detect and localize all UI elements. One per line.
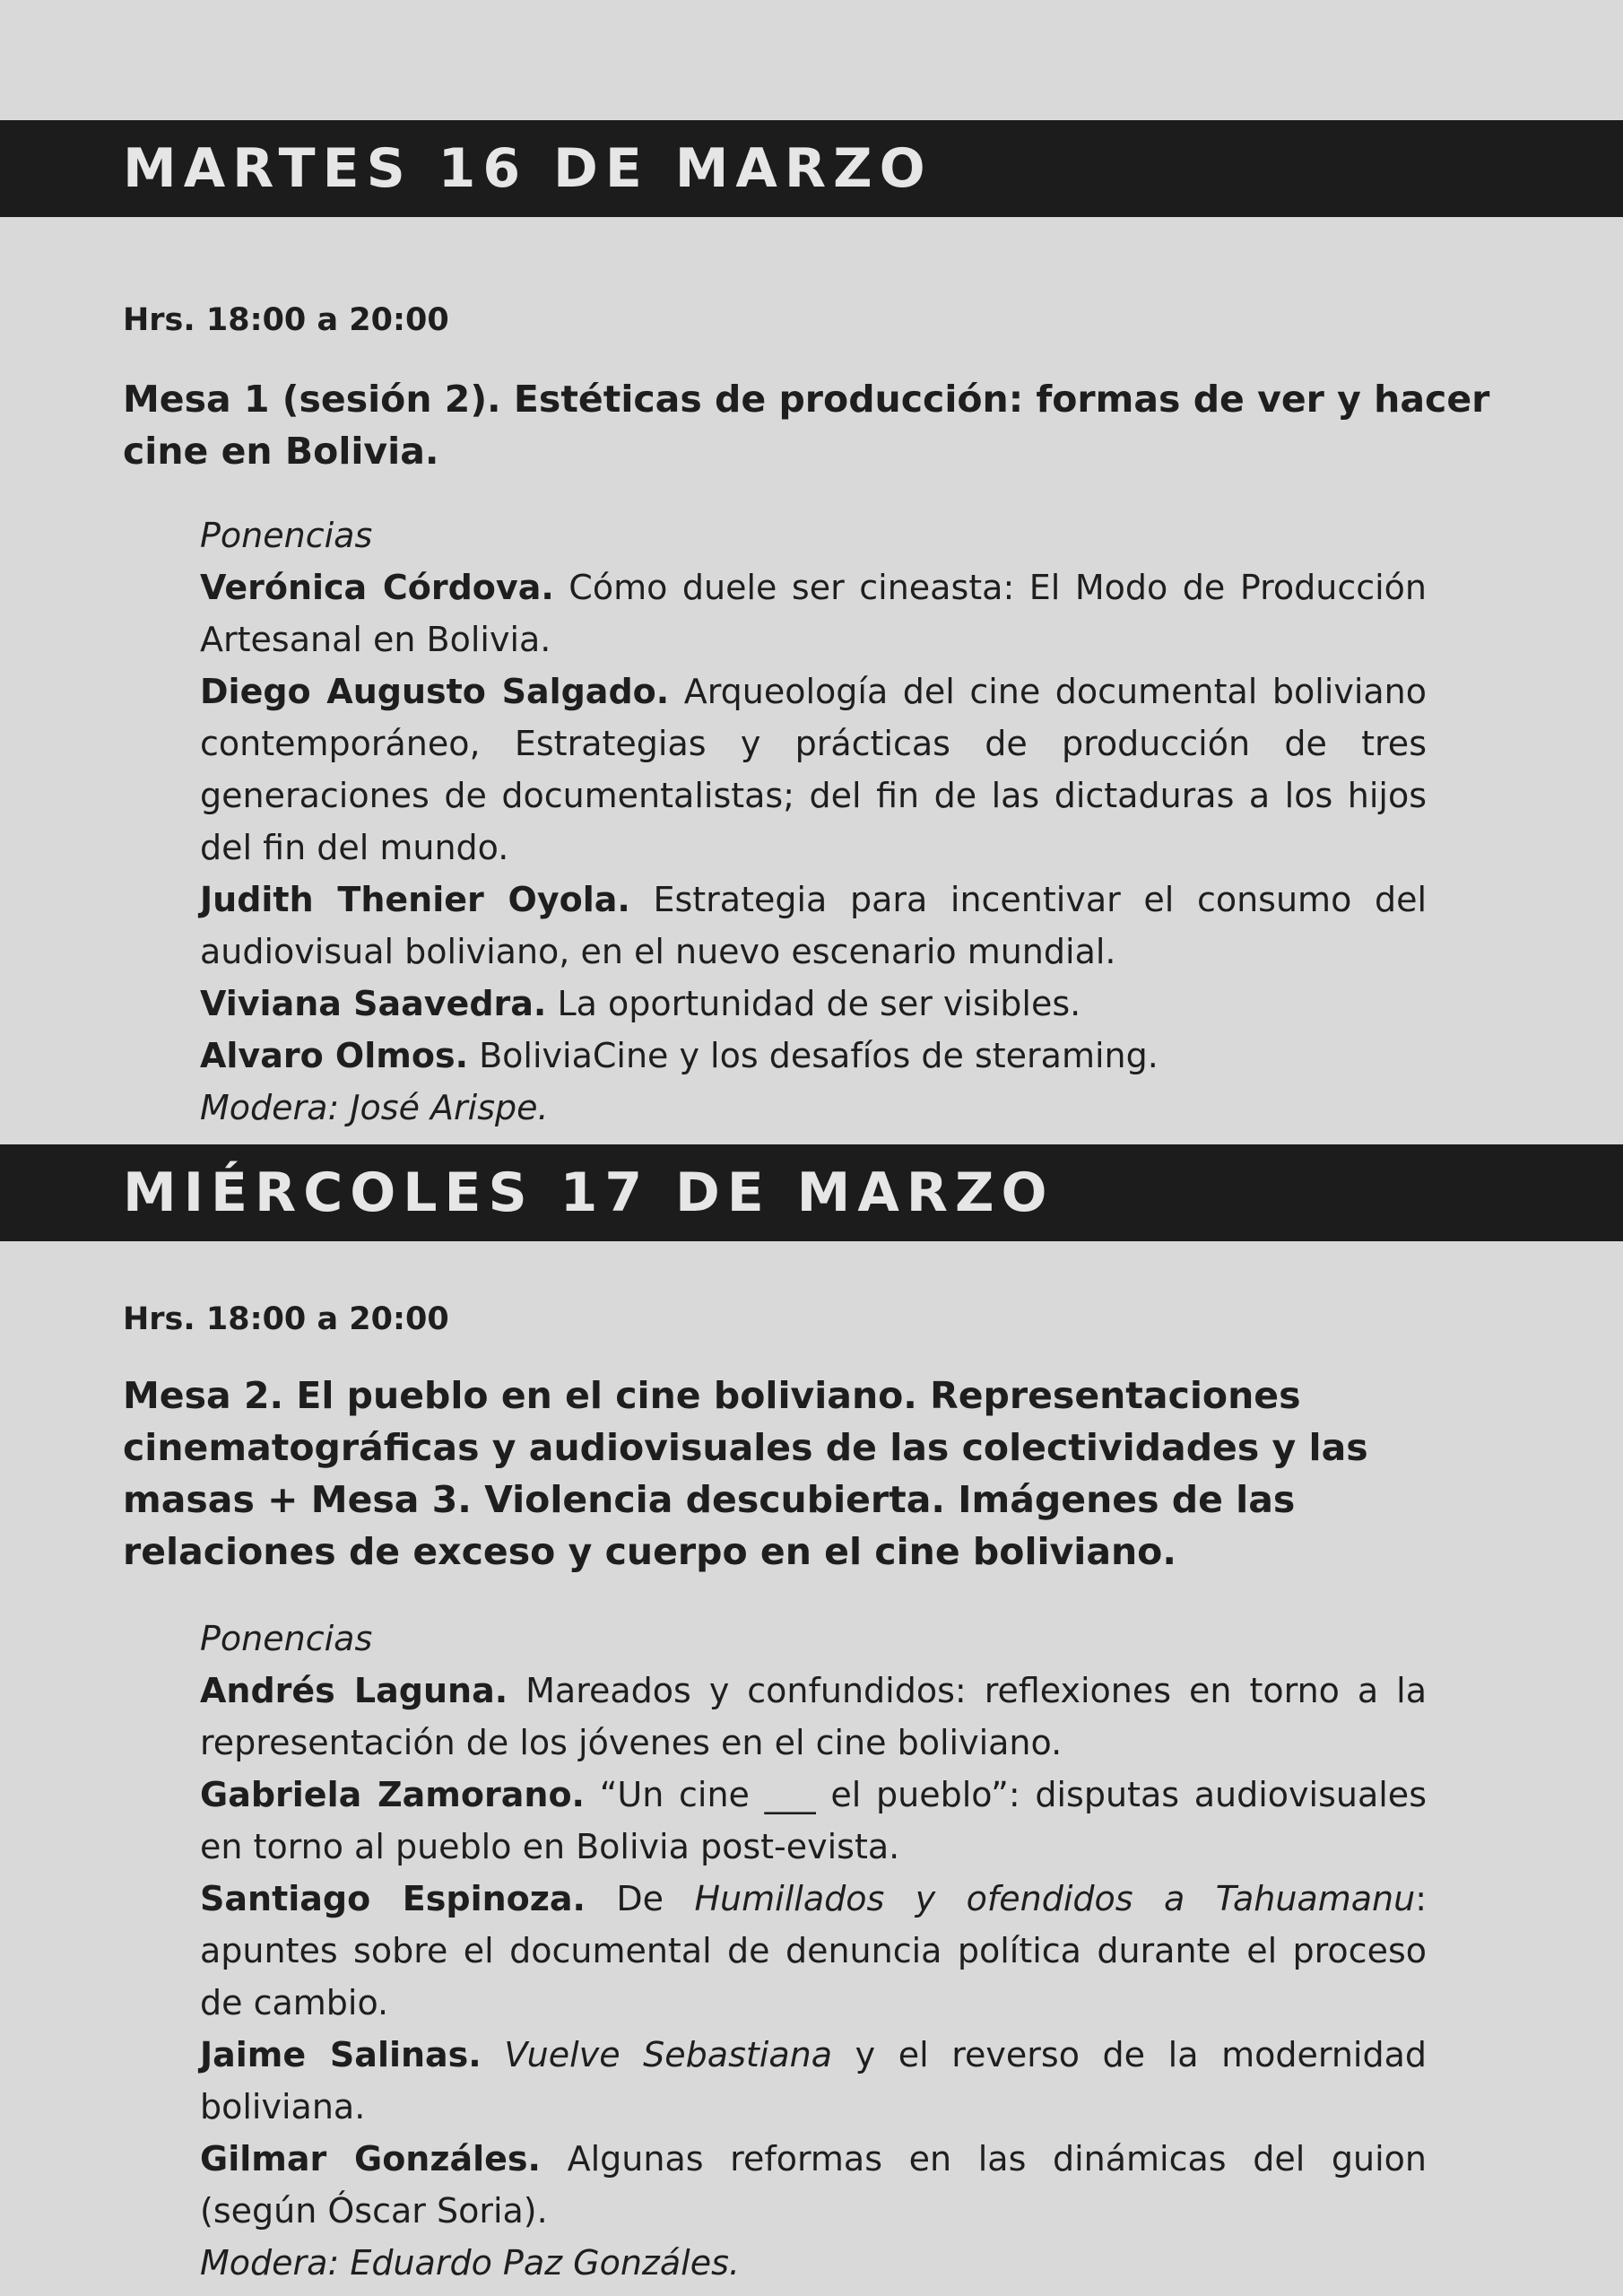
session-info bbox=[123, 1300, 1495, 1338]
talk-title-post: y el reverso de la modernidad boliviana. bbox=[200, 2035, 1427, 2126]
talk-title: La oportunidad de ser visibles. bbox=[546, 984, 1081, 1023]
talk-author: Alvaro Olmos. bbox=[200, 1036, 469, 1075]
talk-list bbox=[200, 1613, 1427, 2289]
day-banner bbox=[0, 120, 1623, 217]
talk-title: Mareados y confundidos: reflexiones en torno a la representación de los jóvenes en el cine boliviano. bbox=[200, 1671, 1428, 1762]
talk-author: Gabriela Zamorano. bbox=[200, 1775, 585, 1814]
session-hours: Hrs. 18:00 a 20:00 bbox=[123, 302, 449, 338]
day-banner bbox=[0, 1144, 1623, 1241]
talk-list bbox=[200, 509, 1427, 1134]
talk-author: Viviana Saavedra. bbox=[200, 984, 547, 1023]
talk-title: BoliviaCine y los desafíos de steraming. bbox=[468, 1036, 1159, 1075]
talk-title-italic: Humillados y ofendidos a Tahuamanu bbox=[694, 1879, 1416, 1918]
mesa-heading bbox=[123, 373, 1495, 477]
session-info bbox=[123, 301, 1495, 339]
ponencias-label: Ponencias bbox=[200, 1619, 373, 1658]
talk-item bbox=[200, 1030, 1427, 1082]
day-title: MIÉRCOLES 17 DE MARZO bbox=[123, 1161, 1055, 1224]
talk-item bbox=[200, 1665, 1427, 1769]
talk-title: “Un cine ___ el pueblo”: disputas audiovisuales en torno al pueblo en Bolivia post-evista. bbox=[200, 1775, 1427, 1866]
session-hours: Hrs. 18:00 a 20:00 bbox=[123, 1301, 449, 1337]
mesa-title: Mesa 2. El pueblo en el cine boliviano. Representaciones cinematográficas y audiovisuales de las colectividades y las masas + Mesa 3. Violencia descubierta. Imágenes de las relaciones de exceso y cuerpo en el cine boliviano. bbox=[123, 1374, 1368, 1573]
talk-author: Judith Thenier Oyola. bbox=[200, 880, 630, 919]
talk-title: Estrategia para incentivar el consumo del audiovisual boliviano, en el nuevo escenario mundial. bbox=[200, 880, 1428, 971]
talk-title: Cómo duele ser cineasta: El Modo de Producción Artesanal en Bolivia. bbox=[200, 568, 1428, 659]
talk-author: Andrés Laguna. bbox=[200, 1671, 508, 1710]
talk-title-italic: Vuelve Sebastiana bbox=[504, 2035, 832, 2074]
talk-item bbox=[200, 2133, 1427, 2237]
talk-item bbox=[200, 874, 1427, 978]
talk-title-pre: De bbox=[585, 1879, 695, 1918]
moderator: Modera: José Arispe. bbox=[200, 1088, 549, 1127]
day-title: MARTES 16 DE MARZO bbox=[123, 137, 933, 200]
talk-item bbox=[200, 665, 1427, 874]
moderator: Modera: Eduardo Paz Gonzáles. bbox=[200, 2243, 740, 2283]
talk-author: Santiago Espinoza. bbox=[200, 1879, 586, 1918]
talk-item bbox=[200, 2029, 1427, 2133]
ponencias-label: Ponencias bbox=[200, 516, 373, 555]
talk-author: Gilmar Gonzáles. bbox=[200, 2139, 541, 2179]
talk-item bbox=[200, 561, 1427, 665]
mesa-title: Mesa 1 (sesión 2). Estéticas de producción: formas de ver y hacer cine en Bolivia. bbox=[123, 378, 1490, 473]
talk-item bbox=[200, 978, 1427, 1030]
talk-author: Verónica Córdova. bbox=[200, 568, 554, 607]
talk-author: Jaime Salinas. bbox=[200, 2035, 482, 2074]
mesa-heading bbox=[123, 1370, 1495, 1578]
talk-item bbox=[200, 1769, 1427, 1873]
talk-author: Diego Augusto Salgado. bbox=[200, 672, 670, 711]
talk-item bbox=[200, 1873, 1427, 2029]
talk-title: Arqueología del cine documental boliviano contemporáneo, Estrategias y prácticas de producción de tres generaciones de documentalistas; del fin de las dictaduras a los hijos del fin del mundo. bbox=[200, 672, 1427, 867]
talk-title-post: : apuntes sobre el documental de denuncia política durante el proceso de cambio. bbox=[200, 1879, 1427, 2022]
talk-title: Algunas reformas en las dinámicas del guion (según Óscar Soria). bbox=[200, 2139, 1427, 2231]
talk-title-pre bbox=[482, 2035, 505, 2074]
